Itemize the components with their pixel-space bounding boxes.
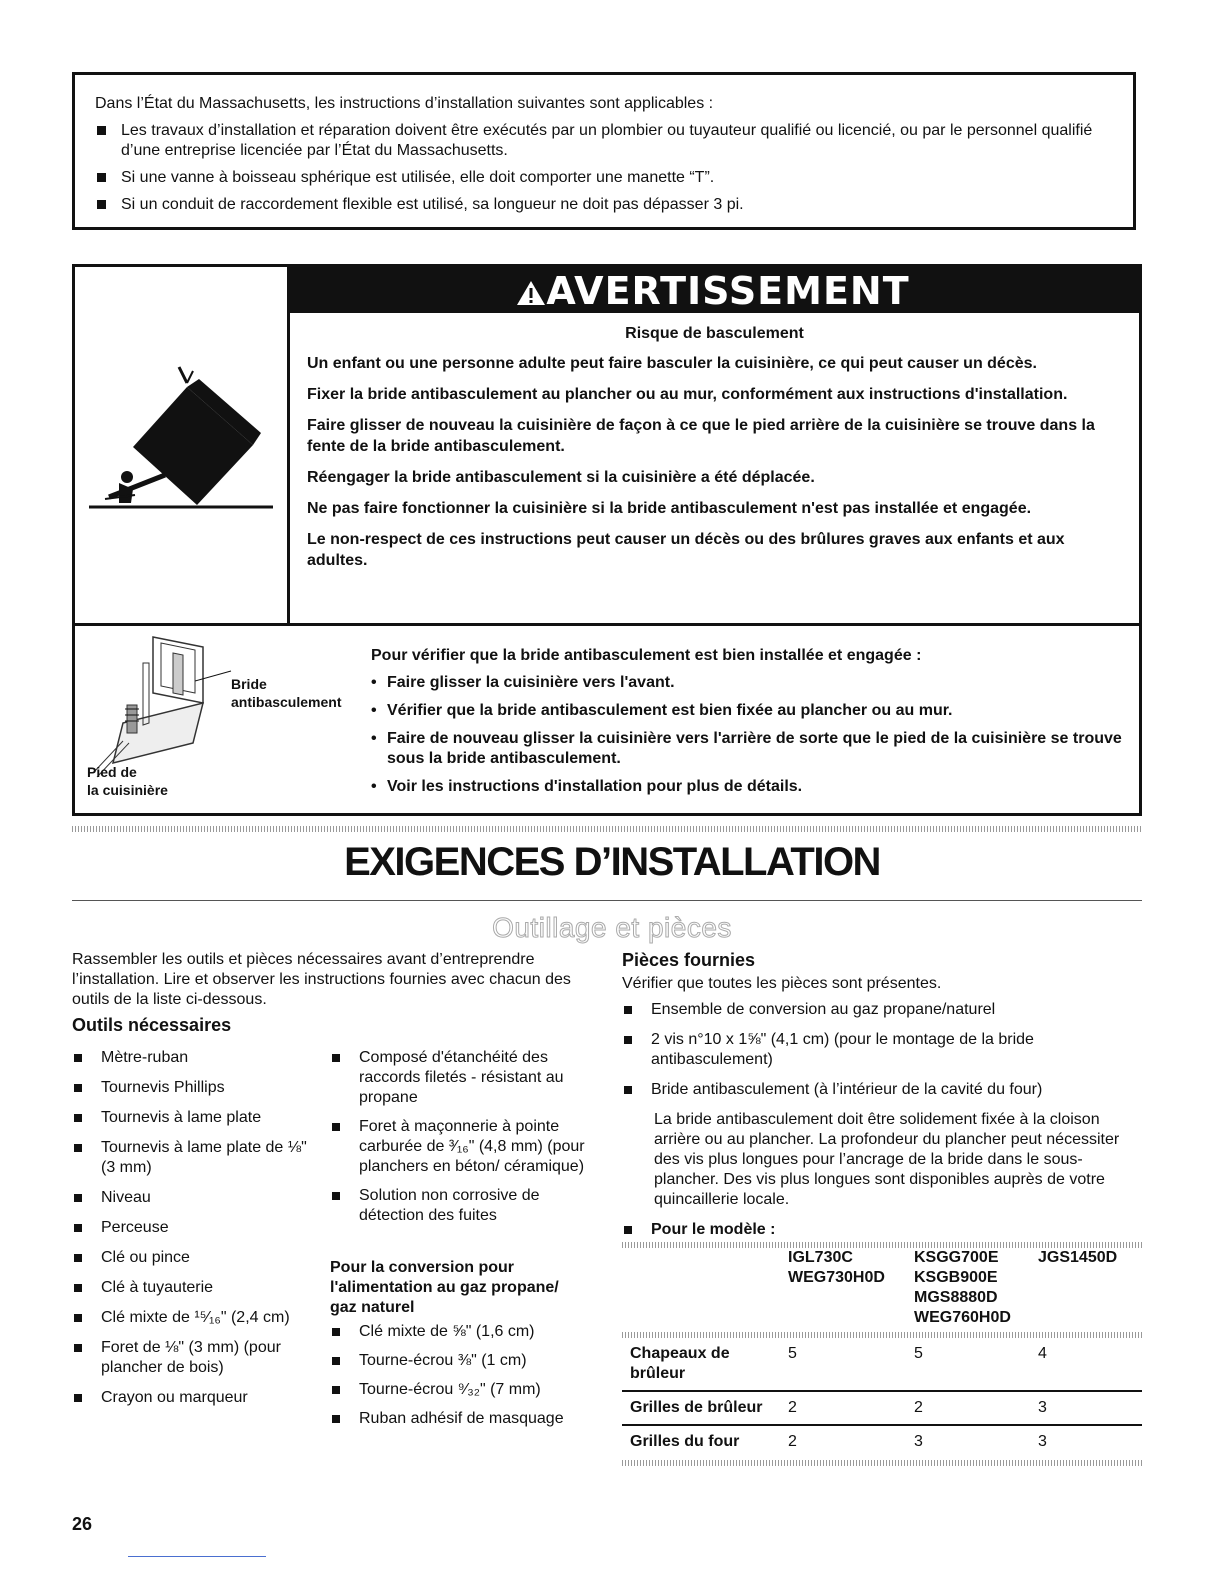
list-item: Bride antibasculement (à l’intérieur de la cavité du four) (622, 1080, 1122, 1100)
warning-paragraph: Un enfant ou une personne adulte peut faire basculer la cuisinière, ce qui peut causer un décès. (307, 355, 1037, 372)
list-item: Ensemble de conversion au gaz propane/naturel (622, 1000, 1122, 1020)
tools-list-1 (72, 1048, 312, 1418)
list-item: Mètre-ruban (72, 1048, 312, 1068)
warning-divider (75, 623, 1139, 626)
tipping-range-icon (75, 267, 287, 623)
table-row: Grilles du four 2 3 3 (630, 1433, 1047, 1450)
massachusetts-notice (72, 72, 1136, 230)
verify-section (371, 647, 1131, 805)
model-column-1: IGL730C WEG730H0D (788, 1249, 885, 1286)
warning-header (287, 267, 1139, 313)
warning-paragraph: Ne pas faire fonctionner la cuisinière si la bride antibasculement n'est pas installée et engagée. (307, 500, 1032, 517)
warning-paragraph: Fixer la bride antibasculement au plancher ou au mur, conformément aux instructions d'installation. (307, 386, 1068, 403)
section-subtitle: Outillage et pièces (492, 912, 732, 943)
warning-paragraph: Réengager la bride antibasculement si la cuisinière a été déplacée. (307, 469, 815, 486)
verify-title: Pour vérifier que la bride antibasculement est bien installée et engagée : (371, 647, 922, 664)
table-row: Grilles de brûleur 2 2 3 (622, 1391, 1142, 1425)
list-item: Crayon ou marqueur (72, 1388, 312, 1408)
list-item: • Vérifier que la bride antibasculement est bien fixée au plancher ou au mur. (371, 701, 1131, 721)
notice-intro: Dans l’État du Massachusetts, les instructions d’installation suivantes sont applicables : (95, 95, 714, 112)
table-row: Chapeaux de brûleur 5 5 4 (622, 1338, 1142, 1391)
list-item: Foret à maçonnerie à pointe carburée de ³⁄₁₆" (4,8 mm) (pour planchers en béton/ céramique) (330, 1117, 592, 1177)
tools-list-3 (330, 1322, 592, 1438)
list-item: Tournevis à lame plate (72, 1108, 312, 1128)
list-item: Si une vanne à boisseau sphérique est utilisée, elle doit comporter une manette “T”. (95, 168, 1105, 188)
warning-paragraph: Le non-respect de ces instructions peut causer un décès ou des brûlures graves aux enfants et aux adultes. (307, 531, 1065, 569)
foot-label: Pied de la cuisinière (87, 764, 168, 798)
footer-line (128, 1556, 266, 1557)
list-item: 2 vis n°10 x 1⅝" (4,1 cm) (pour le montage de la bride antibasculement) (622, 1030, 1122, 1070)
list-item: Clé à tuyauterie (72, 1278, 312, 1298)
list-item: Clé mixte de ¹⁵⁄₁₆" (2,4 cm) (72, 1308, 312, 1328)
section-title: EXIGENCES D’INSTALLATION (344, 840, 880, 884)
list-item: Tournevis à lame plate de ⅛" (3 mm) (72, 1138, 312, 1178)
model-column-2: KSGG700E KSGB900E MGS8880D WEG760H0D (914, 1249, 1011, 1326)
parts-list (622, 1000, 1122, 1250)
warning-title: AVERTISSEMENT (546, 269, 910, 313)
tipping-illustration (75, 267, 290, 623)
bracket-note: La bride antibasculement doit être solidement fixée à la cloison arrière ou au plancher. La profondeur du plancher peut nécessiter des vis plus longues pour l’ancrage de la bride dans le sous-plancher. Des vis plus longues sont disponibles auprès de votre quincaillerie locale. (654, 1111, 1120, 1208)
list-item: • Faire de nouveau glisser la cuisinière vers l'arrière de sorte que le pied de la cuisinière se trouve sous la bride antibasculement. (371, 729, 1131, 769)
list-item: Clé mixte de ⅝" (1,6 cm) (330, 1322, 592, 1342)
page-number: 26 (72, 1514, 93, 1534)
tools-list-2 (330, 1048, 592, 1235)
model-label: Pour le modèle : (622, 1220, 1122, 1240)
bracket-label: Bride antibasculement (231, 676, 342, 710)
list-item: Les travaux d’installation et réparation doivent être exécutés par un plombier ou tuyauteur qualifié ou licencié, ou par le personnel qualifié d’une entreprise licenciée par l’État du Massachusetts. (95, 121, 1105, 161)
list-item: Clé ou pince (72, 1248, 312, 1268)
list-item: Tourne-écrou ⅜" (1 cm) (330, 1351, 592, 1371)
list-item: Niveau (72, 1188, 312, 1208)
bracket-icon (83, 633, 213, 783)
list-item: Ruban adhésif de masquage (330, 1409, 592, 1429)
verify-list (371, 673, 1131, 797)
anti-tip-bracket-illustration (83, 633, 213, 783)
model-column-3: JGS1450D (1038, 1249, 1118, 1266)
parts-table (622, 1248, 1142, 1466)
tools-heading: Outils nécessaires (72, 1015, 232, 1035)
list-item: Perceuse (72, 1218, 312, 1238)
bracket-leader-line (195, 669, 235, 683)
warning-text (307, 325, 1122, 581)
section-rule (72, 900, 1142, 901)
table-header-row (622, 1248, 1142, 1328)
list-item: Tournevis Phillips (72, 1078, 312, 1098)
parts-intro: Vérifier que toutes les pièces sont présentes. (622, 975, 942, 992)
list-item: • Faire glisser la cuisinière vers l'avant. (371, 673, 1131, 693)
tools-intro: Rassembler les outils et pièces nécessaires avant d’entreprendre l’installation. Lire et observer les instructions fournies avec chacun des outils de la liste ci-dessous. (72, 951, 571, 1008)
risk-title: Risque de basculement (625, 325, 804, 342)
warning-triangle-icon (516, 267, 546, 315)
warning-paragraph: Faire glisser de nouveau la cuisinière de façon à ce que le pied arrière de la cuisinière se trouve dans la fente de la bride antibasculement. (307, 417, 1095, 455)
list-item: Solution non corrosive de détection des fuites (330, 1186, 592, 1226)
hatch-divider (72, 826, 1142, 832)
parts-heading: Pièces fournies (622, 950, 756, 970)
list-item: Si un conduit de raccordement flexible est utilisé, sa longueur ne doit pas dépasser 3 pi. (95, 195, 1105, 215)
list-item: • Voir les instructions d'installation pour plus de détails. (371, 777, 1131, 797)
notice-list (95, 121, 1105, 222)
list-item: Tourne-écrou ⁹⁄₃₂" (7 mm) (330, 1380, 592, 1400)
list-item: Composé d'étanchéité des raccords filetés - résistant au propane (330, 1048, 592, 1108)
conversion-heading: Pour la conversion pour l'alimentation au gaz propane/ gaz naturel (330, 1259, 559, 1316)
list-item: Foret de ⅛" (3 mm) (pour plancher de bois) (72, 1338, 312, 1378)
warning-box (72, 264, 1142, 816)
